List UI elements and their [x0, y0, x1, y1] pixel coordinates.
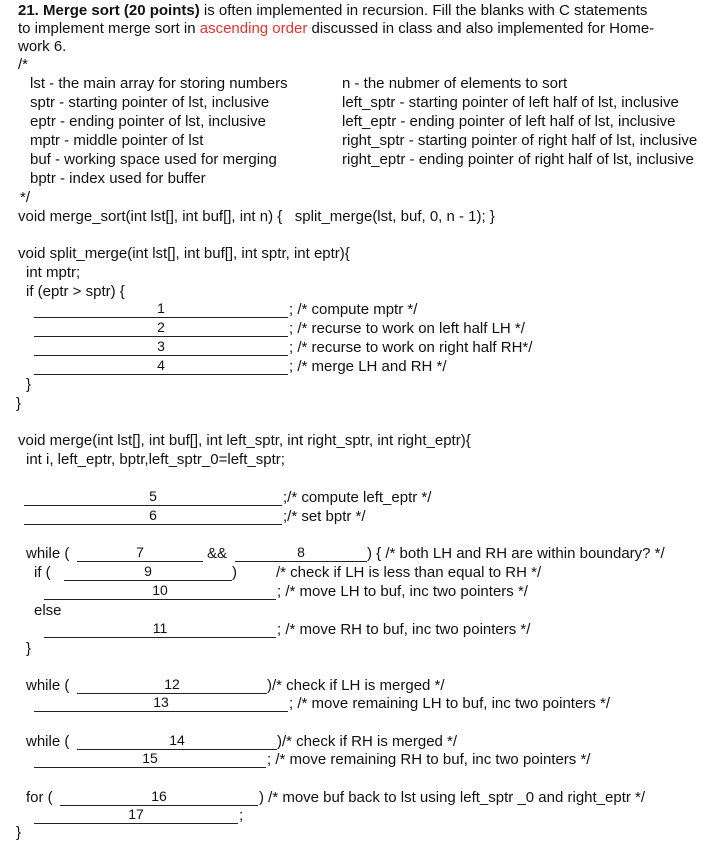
merge-signature: void merge(int lst[], int buf[], int left_sptr, int right_sptr, int right_eptr){ — [18, 432, 471, 449]
var-desc-n: n - the nubmer of elements to sort — [342, 75, 568, 92]
comment-8: ) { /* both LH and RH are within boundary? */ — [367, 545, 665, 562]
blank-17[interactable]: 17 — [34, 806, 238, 824]
split-merge-decl: int mptr; — [26, 264, 81, 281]
blank-14[interactable]: 14 — [77, 732, 277, 750]
var-desc-bptr: bptr - index used for buffer — [30, 170, 206, 187]
comment-16: ) /* move buf back to lst using left_sptr _0 and right_eptr */ — [259, 789, 646, 806]
comment-9: /* check if LH is less than equal to RH */ — [276, 564, 542, 581]
comment-10: ; /* move LH to buf, inc two pointers */ — [277, 583, 528, 600]
if-keyword: if ( — [34, 564, 51, 581]
blank-10[interactable]: 10 — [44, 582, 276, 600]
blank-13[interactable]: 13 — [34, 694, 288, 712]
while-keyword-3: while ( — [26, 733, 70, 750]
blank-7[interactable]: 7 — [77, 544, 203, 562]
var-desc-sptr: sptr - starting pointer of lst, inclusive — [30, 94, 270, 111]
while-close-brace: } — [26, 640, 32, 657]
comment-11: ; /* move RH to buf, inc two pointers */ — [277, 621, 531, 638]
blank-3[interactable]: 3 — [34, 338, 288, 356]
ascending-order-highlight: ascending order — [199, 20, 308, 37]
intro-line-3: work 6. — [18, 38, 67, 55]
for-keyword: for ( — [26, 789, 53, 806]
var-desc-buf: buf - working space used for merging — [30, 151, 277, 168]
split-merge-signature: void split_merge(int lst[], int buf[], int sptr, int eptr){ — [18, 245, 350, 262]
var-desc-eptr: eptr - ending pointer of lst, inclusive — [30, 113, 266, 130]
blank-8[interactable]: 8 — [235, 544, 367, 562]
var-desc-mptr: mptr - middle pointer of lst — [30, 132, 204, 149]
question-heading: 21. Merge sort (20 points) — [18, 2, 200, 19]
blank-12[interactable]: 12 — [77, 676, 267, 694]
else-keyword: else — [34, 602, 62, 619]
comment-1: ; /* compute mptr */ — [289, 301, 418, 318]
for-body-semicolon: ; — [239, 807, 244, 824]
comment-2: ; /* recurse to work on left half LH */ — [289, 320, 525, 337]
intro-line-2b: discussed in class and also implemented for Home- — [307, 20, 655, 37]
split-merge-if: if (eptr > sptr) { — [26, 283, 125, 300]
comment-3: ; /* recurse to work on right half RH*/ — [289, 339, 533, 356]
question-text — [18, 2, 647, 20]
blank-1[interactable]: 1 — [34, 300, 288, 318]
blank-15[interactable]: 15 — [34, 750, 266, 768]
var-desc-lst: lst - the main array for storing numbers — [30, 75, 288, 92]
merge-decl: int i, left_eptr, bptr,left_sptr_0=left_sptr; — [26, 451, 285, 468]
comment-4: ; /* merge LH and RH */ — [289, 358, 447, 375]
blank-5[interactable]: 5 — [24, 488, 282, 506]
var-desc-left-eptr: left_eptr - ending pointer of left half of lst, inclusive — [342, 113, 676, 130]
blank-9[interactable]: 9 — [64, 563, 232, 581]
blank-11[interactable]: 11 — [44, 620, 276, 638]
merge-close-brace: } — [16, 824, 22, 841]
and-operator: && — [207, 545, 228, 562]
comment-15: ; /* move remaining RH to buf, inc two pointers */ — [267, 751, 591, 768]
blank-4[interactable]: 4 — [34, 357, 288, 375]
comment-13: ; /* move remaining LH to buf, inc two pointers */ — [289, 695, 610, 712]
merge-sort-function: void merge_sort(int lst[], int buf[], int n) { split_merge(lst, buf, 0, n - 1); } — [18, 208, 495, 225]
intro-line-2a: to implement merge sort in — [18, 20, 200, 37]
comment-close: */ — [20, 189, 31, 206]
var-desc-right-sptr: right_sptr - starting pointer of right half of lst, inclusive — [342, 132, 698, 149]
blank-2[interactable]: 2 — [34, 319, 288, 337]
comment-14: )/* check if RH is merged */ — [277, 733, 458, 750]
while-keyword-2: while ( — [26, 677, 70, 694]
blank-16[interactable]: 16 — [60, 788, 258, 806]
blank-6[interactable]: 6 — [24, 507, 282, 525]
comment-12: )/* check if LH is merged */ — [267, 677, 445, 694]
var-desc-left-sptr: left_sptr - starting pointer of left half of lst, inclusive — [342, 94, 679, 111]
if-close-brace: } — [26, 376, 32, 393]
intro-line-1: is often implemented in recursion. Fill the blanks with C statements — [199, 2, 648, 19]
comment-open: /* — [18, 56, 29, 73]
if-close-paren: ) — [232, 564, 237, 581]
comment-5: ;/* compute left_eptr */ — [283, 489, 432, 506]
var-desc-right-eptr: right_eptr - ending pointer of right half of lst, inclusive — [342, 151, 694, 168]
question-text-2 — [18, 20, 654, 38]
split-merge-close-brace: } — [16, 395, 22, 412]
comment-6: ;/* set bptr */ — [283, 508, 366, 525]
while-keyword: while ( — [26, 545, 70, 562]
